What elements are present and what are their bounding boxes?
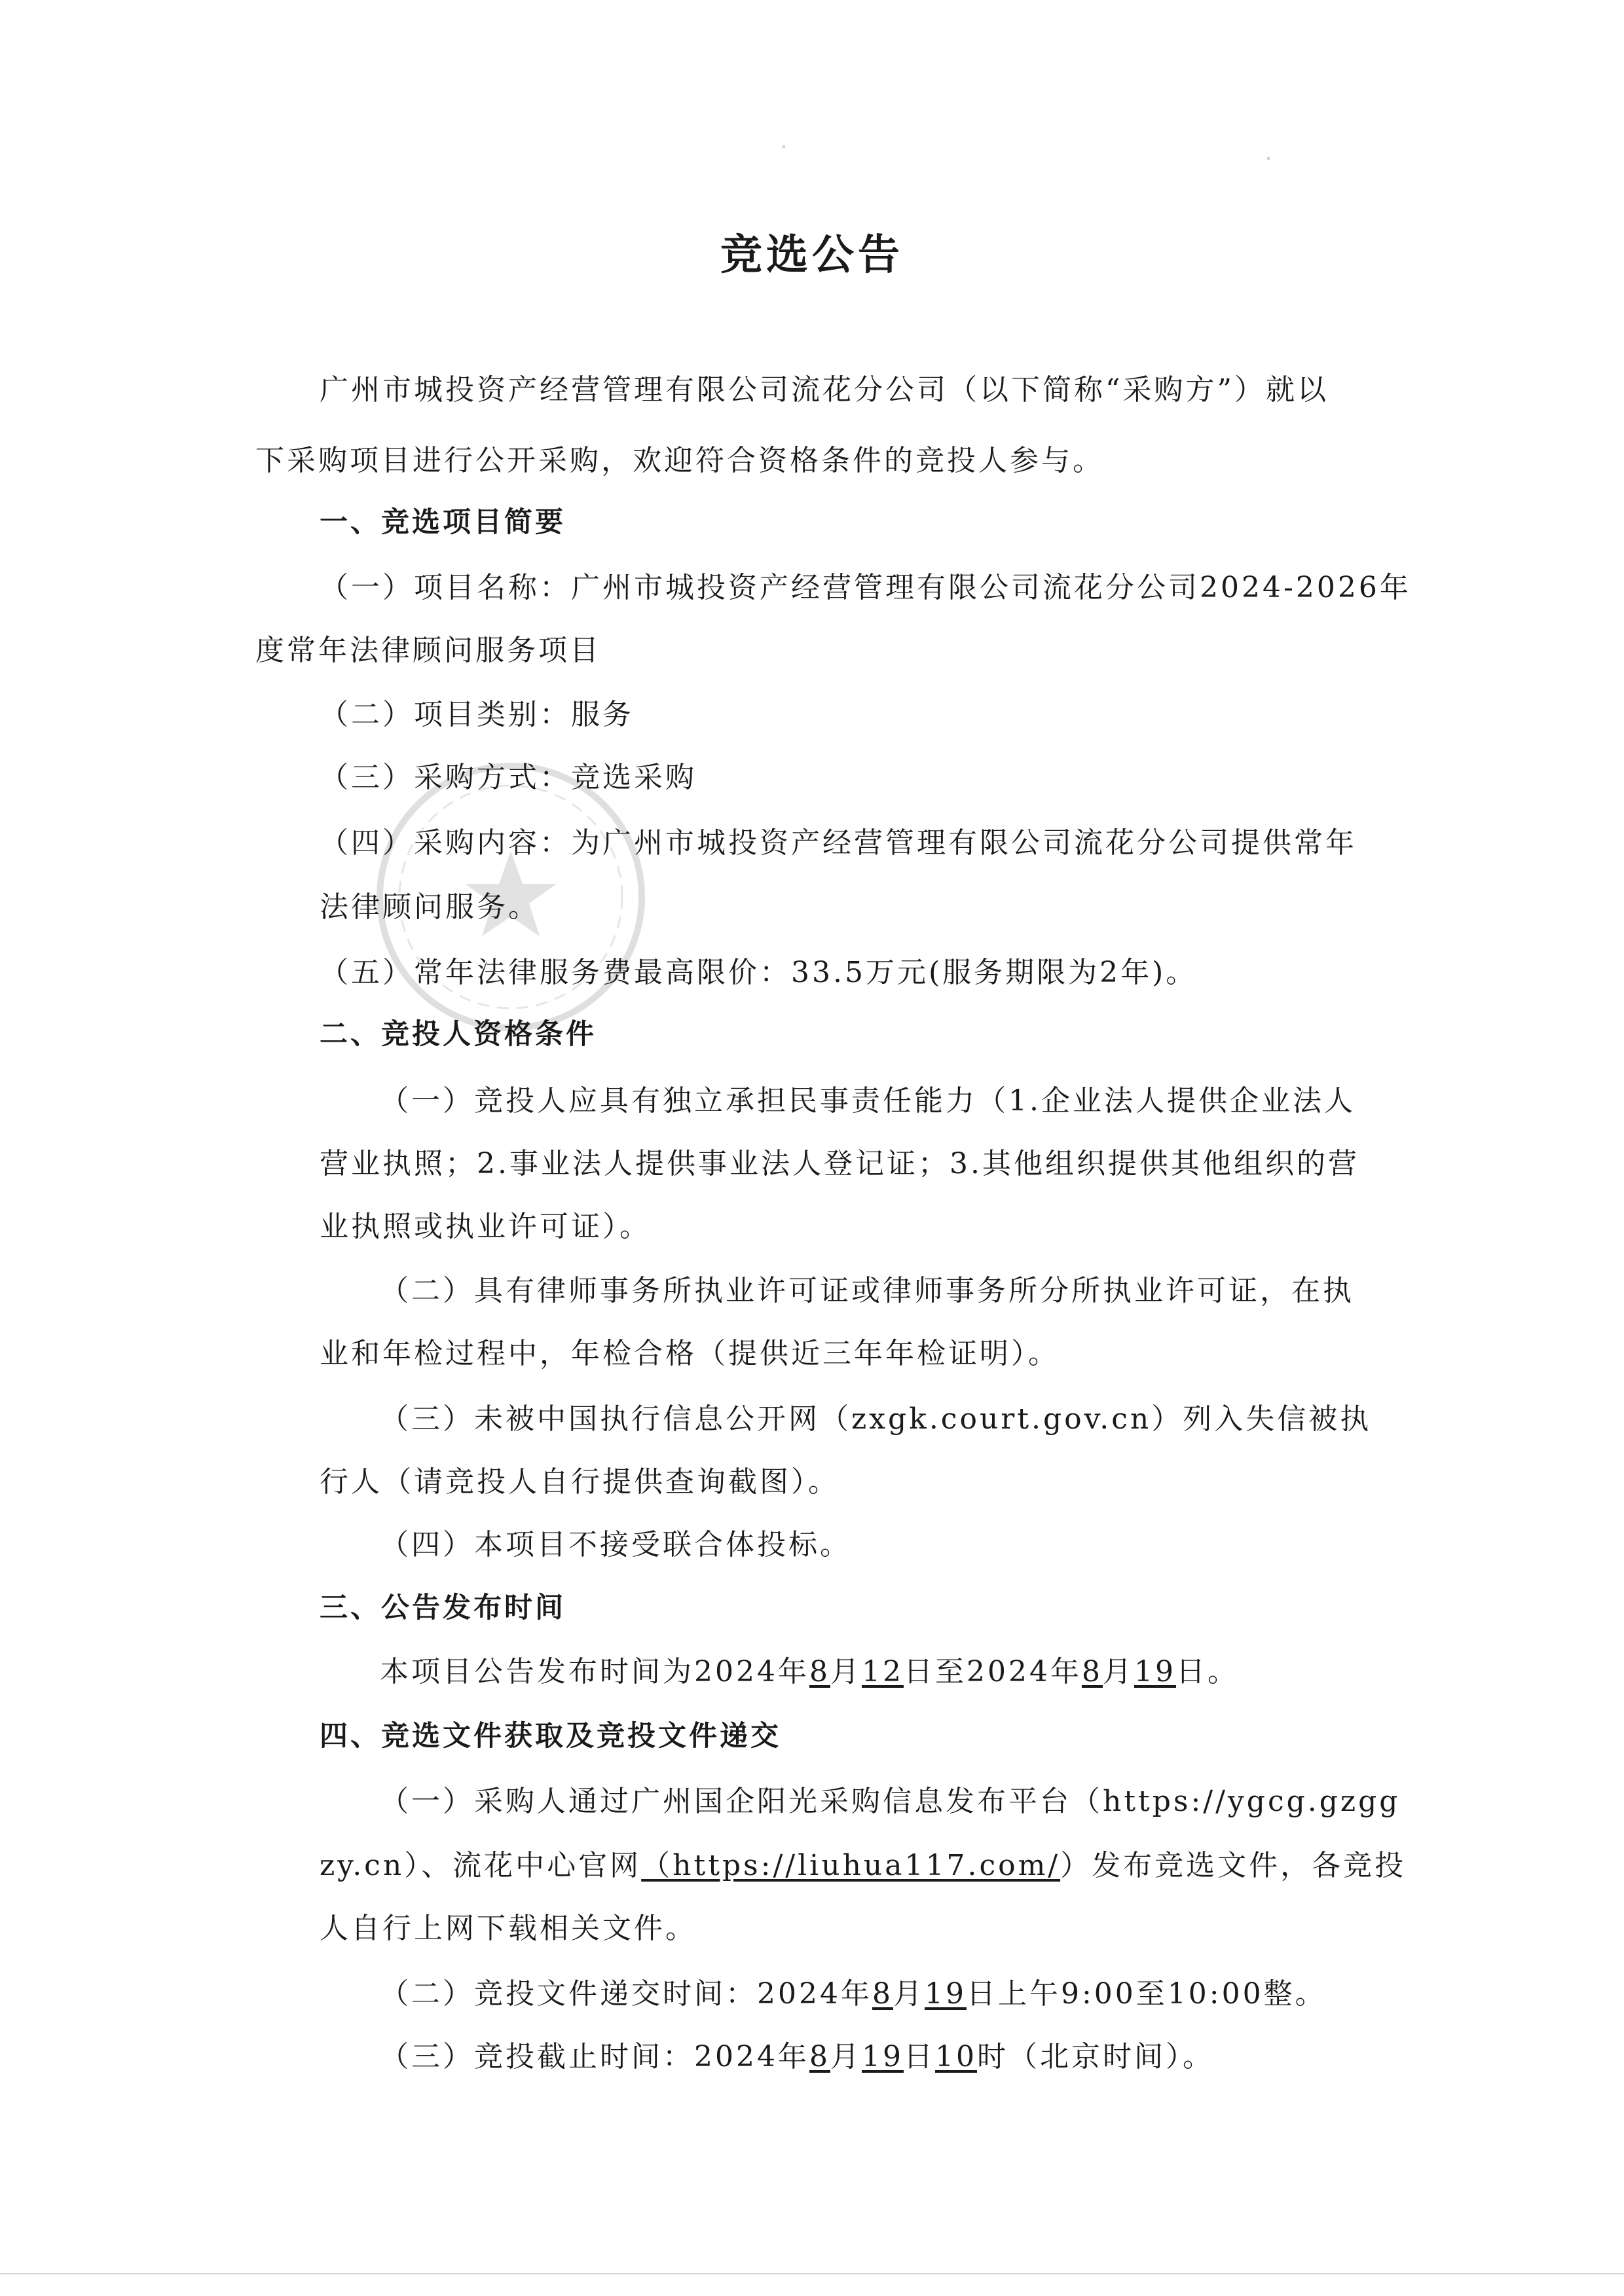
text-fragment: 月 xyxy=(1102,1655,1134,1688)
document-title: 竞选公告 xyxy=(720,231,904,280)
section-3-heading: 三、公告发布时间 xyxy=(320,1592,566,1624)
text-fragment: 日上午9:00至10:00整。 xyxy=(966,1977,1327,2011)
section-1-item-4-line-1: （四）采购内容：为广州市城投资产经营管理有限公司流花分公司提供常年 xyxy=(320,826,1357,860)
text-fragment: 日 xyxy=(903,2040,935,2073)
text-fragment: zy.cn）、流花中心官网 xyxy=(320,1849,642,1882)
section-2-item-3-line-2: 行人（请竞投人自行提供查询截图）。 xyxy=(320,1465,840,1499)
deadline-month: 8 xyxy=(809,2040,830,2073)
section-4-heading: 四、竞选文件获取及竞投文件递交 xyxy=(320,1720,781,1753)
intro-line-1: 广州市城投资产经营管理有限公司流花分公司（以下简称“采购方”）就以 xyxy=(320,373,1329,407)
scan-speck xyxy=(783,145,785,148)
section-1-item-2: （二）项目类别：服务 xyxy=(320,698,634,731)
section-4-item-3 xyxy=(380,2039,1565,2075)
section-4-item-1-line-3: 人自行上网下载相关文件。 xyxy=(320,1912,697,1945)
page-bottom-edge xyxy=(0,2273,1624,2274)
section-3-publish-time xyxy=(380,1654,1565,1690)
publish-start-month: 8 xyxy=(809,1655,830,1688)
section-4-item-1-line-1: （一）采购人通过广州国企阳光采购信息发布平台（https://ygcg.gzgg xyxy=(380,1785,1401,1818)
section-2-item-2-line-1: （二）具有律师事务所执业许可证或律师事务所分所执业许可证，在执 xyxy=(380,1274,1354,1307)
section-1-heading: 一、竞选项目简要 xyxy=(320,506,566,539)
text-fragment: 月 xyxy=(830,2040,862,2073)
section-2-item-1-line-3: 业执照或执业许可证）。 xyxy=(320,1210,651,1243)
publish-end-day: 19 xyxy=(1134,1655,1176,1688)
submit-month: 8 xyxy=(872,1977,893,2011)
publish-time-prefix: 本项目公告发布时间为2024年 xyxy=(380,1655,809,1688)
text-fragment: 日至2024年 xyxy=(903,1655,1082,1688)
section-2-item-1-line-2: 营业执照；2.事业法人提供事业法人登记证；3.其他组织提供其他组织的营 xyxy=(320,1147,1359,1180)
section-4-item-2 xyxy=(380,1976,1565,2013)
deadline-hour: 10 xyxy=(934,2040,977,2073)
section-4-item-1-line-2 xyxy=(320,1848,1505,1884)
publish-end-month: 8 xyxy=(1081,1655,1103,1688)
scan-speck xyxy=(1267,157,1270,160)
section-1-item-3: （三）采购方式：竞选采购 xyxy=(320,761,697,794)
text-fragment: 月 xyxy=(830,1655,862,1688)
text-fragment: 日。 xyxy=(1175,1655,1239,1688)
text-fragment: （三）竞投截止时间：2024年 xyxy=(380,2040,809,2073)
text-fragment: 时（北京时间）。 xyxy=(976,2040,1214,2073)
section-1-item-1-line-1: （一）项目名称：广州市城投资产经营管理有限公司流花分公司2024-2026年 xyxy=(320,571,1411,604)
deadline-day: 19 xyxy=(861,2040,904,2073)
section-1-item-5: （五）常年法律服务费最高限价：33.5万元(服务期限为2年)。 xyxy=(320,956,1198,989)
section-2-item-4: （四）本项目不接受联合体投标。 xyxy=(380,1528,851,1561)
publish-start-day: 12 xyxy=(861,1655,904,1688)
text-fragment: （二）竞投文件递交时间：2024年 xyxy=(380,1977,872,2011)
official-site-link[interactable]: （https://liuhua117.com/ xyxy=(641,1849,1061,1882)
section-1-item-4-line-2: 法律顾问服务。 xyxy=(320,890,540,924)
submit-day: 19 xyxy=(924,1977,967,2011)
section-1-item-1-line-2: 度常年法律顾问服务项目 xyxy=(255,634,601,667)
text-fragment: ）发布竞选文件，各竞投 xyxy=(1060,1849,1407,1882)
section-2-item-3-line-1: （三）未被中国执行信息公开网（zxgk.court.gov.cn）列入失信被执 xyxy=(380,1402,1372,1436)
section-2-item-1-line-1: （一）竞投人应具有独立承担民事责任能力（1.企业法人提供企业法人 xyxy=(380,1084,1356,1118)
intro-line-2: 下采购项目进行公开采购，欢迎符合资格条件的竞投人参与。 xyxy=(255,444,1104,477)
text-fragment: 月 xyxy=(893,1977,925,2011)
section-2-heading: 二、竞投人资格条件 xyxy=(320,1018,597,1051)
section-2-item-2-line-2: 业和年检过程中，年检合格（提供近三年年检证明）。 xyxy=(320,1337,1060,1370)
